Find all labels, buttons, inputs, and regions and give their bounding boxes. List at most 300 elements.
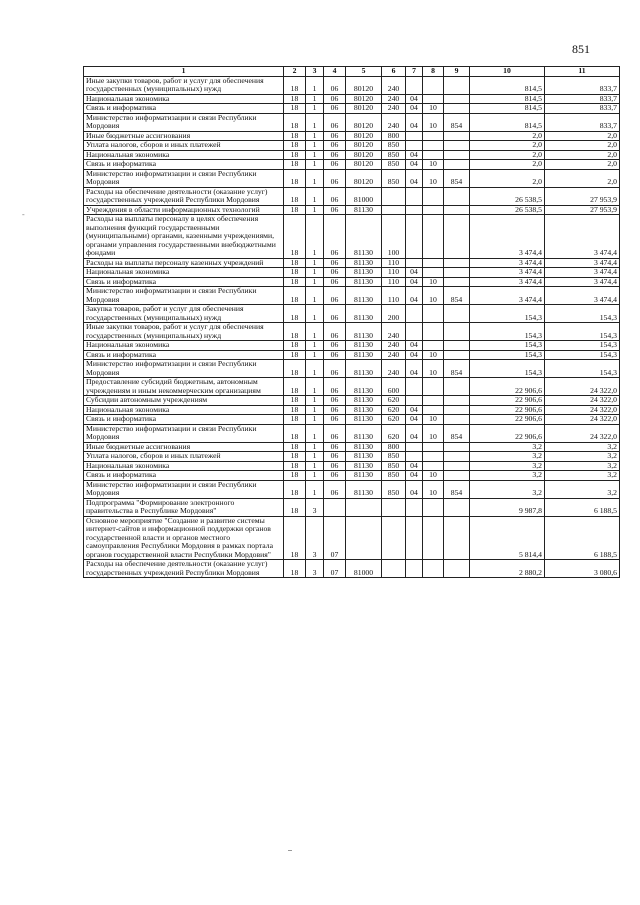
program-code-cell: 1	[306, 131, 324, 141]
target-code-cell: 81130	[346, 350, 382, 360]
header-cell: 6	[382, 67, 406, 77]
amount-year1-cell: 3,2	[470, 452, 545, 462]
section-cell	[406, 205, 423, 215]
amount-year1-cell: 3 474,4	[470, 258, 545, 268]
expense-type-cell: 600	[382, 378, 406, 396]
budget-table	[83, 66, 620, 578]
target-code-cell: 80120	[346, 150, 382, 160]
table-row	[84, 452, 620, 462]
row-name-cell: Национальная экономика	[84, 405, 284, 415]
amount-year2-cell: 24 322,0	[545, 396, 620, 406]
subsection-cell	[423, 560, 444, 578]
amount-year2-cell: 2,0	[545, 160, 620, 170]
dept-code-cell	[444, 341, 470, 351]
amount-year1-cell: 22 906,6	[470, 396, 545, 406]
row-name-cell: Иные бюджетные ассигнования	[84, 131, 284, 141]
ministry-code-cell: 18	[284, 215, 306, 259]
program-code-cell: 1	[306, 424, 324, 442]
target-code-cell	[346, 516, 382, 560]
subsection-cell	[423, 305, 444, 323]
amount-year1-cell: 3 474,4	[470, 215, 545, 259]
amount-year2-cell: 3 474,4	[545, 258, 620, 268]
amount-year1-cell: 2,0	[470, 169, 545, 187]
amount-year2-cell: 3 474,4	[545, 268, 620, 278]
section-cell	[406, 442, 423, 452]
target-code-cell: 81130	[346, 205, 382, 215]
target-code-cell: 81130	[346, 452, 382, 462]
dept-code-cell	[444, 160, 470, 170]
amount-year2-cell: 6 188,5	[545, 498, 620, 516]
row-name-cell: Министерство информатизации и связи Республики Мордовия	[84, 480, 284, 498]
amount-year1-cell: 22 906,6	[470, 405, 545, 415]
subprogram-code-cell: 07	[324, 560, 346, 578]
header-cell: 8	[423, 67, 444, 77]
ministry-code-cell: 18	[284, 424, 306, 442]
amount-year1-cell: 154,3	[470, 350, 545, 360]
amount-year2-cell: 3,2	[545, 461, 620, 471]
expense-type-cell: 240	[382, 94, 406, 104]
row-name-cell: Связь и информатика	[84, 277, 284, 287]
dept-code-cell	[444, 215, 470, 259]
subsection-cell	[423, 187, 444, 205]
amount-year2-cell: 833,7	[545, 76, 620, 94]
amount-year2-cell: 27 953,9	[545, 187, 620, 205]
expense-type-cell: 240	[382, 76, 406, 94]
expense-type-cell: 110	[382, 277, 406, 287]
amount-year2-cell: 3 474,4	[545, 287, 620, 305]
section-cell	[406, 452, 423, 462]
expense-type-cell: 800	[382, 131, 406, 141]
dept-code-cell: 854	[444, 360, 470, 378]
amount-year1-cell: 2,0	[470, 160, 545, 170]
program-code-cell: 1	[306, 94, 324, 104]
ministry-code-cell: 18	[284, 169, 306, 187]
row-name-cell: Связь и информатика	[84, 415, 284, 425]
dept-code-cell	[444, 277, 470, 287]
expense-type-cell: 240	[382, 104, 406, 114]
section-cell	[406, 396, 423, 406]
dept-code-cell	[444, 350, 470, 360]
program-code-cell: 1	[306, 461, 324, 471]
section-cell	[406, 305, 423, 323]
amount-year2-cell: 3 474,4	[545, 277, 620, 287]
dept-code-cell	[444, 141, 470, 151]
amount-year1-cell: 22 906,6	[470, 415, 545, 425]
header-cell: 11	[545, 67, 620, 77]
ministry-code-cell: 18	[284, 350, 306, 360]
subsection-cell: 10	[423, 360, 444, 378]
row-name-cell: Связь и информатика	[84, 350, 284, 360]
ministry-code-cell: 18	[284, 560, 306, 578]
expense-type-cell: 850	[382, 141, 406, 151]
program-code-cell: 1	[306, 442, 324, 452]
amount-year2-cell: 2,0	[545, 169, 620, 187]
amount-year1-cell: 3,2	[470, 461, 545, 471]
ministry-code-cell: 18	[284, 471, 306, 481]
target-code-cell: 80120	[346, 169, 382, 187]
expense-type-cell: 110	[382, 268, 406, 278]
subsection-cell	[423, 215, 444, 259]
amount-year1-cell: 3 474,4	[470, 268, 545, 278]
subprogram-code-cell: 06	[324, 471, 346, 481]
table-row	[84, 160, 620, 170]
header-cell: 4	[324, 67, 346, 77]
target-code-cell: 81130	[346, 305, 382, 323]
dept-code-cell	[444, 396, 470, 406]
ministry-code-cell: 18	[284, 187, 306, 205]
program-code-cell: 3	[306, 560, 324, 578]
dept-code-cell	[444, 442, 470, 452]
ministry-code-cell: 18	[284, 442, 306, 452]
subprogram-code-cell: 06	[324, 141, 346, 151]
row-name-cell: Национальная экономика	[84, 268, 284, 278]
row-name-cell: Субсидии автономным учреждениям	[84, 396, 284, 406]
table-row	[84, 498, 620, 516]
ministry-code-cell: 18	[284, 452, 306, 462]
dept-code-cell	[444, 323, 470, 341]
section-cell: 04	[406, 480, 423, 498]
subprogram-code-cell: 06	[324, 131, 346, 141]
subsection-cell	[423, 498, 444, 516]
program-code-cell: 1	[306, 350, 324, 360]
subsection-cell: 10	[423, 424, 444, 442]
subprogram-code-cell: 06	[324, 277, 346, 287]
target-code-cell: 81130	[346, 215, 382, 259]
amount-year2-cell: 3 080,6	[545, 560, 620, 578]
subprogram-code-cell: 06	[324, 396, 346, 406]
margin-mark: -	[22, 210, 25, 219]
dept-code-cell	[444, 452, 470, 462]
expense-type-cell: 850	[382, 160, 406, 170]
amount-year1-cell: 2,0	[470, 131, 545, 141]
dept-code-cell	[444, 150, 470, 160]
amount-year2-cell: 6 188,5	[545, 516, 620, 560]
subprogram-code-cell: 06	[324, 287, 346, 305]
ministry-code-cell: 18	[284, 76, 306, 94]
amount-year2-cell: 3,2	[545, 480, 620, 498]
subsection-cell	[423, 141, 444, 151]
expense-type-cell: 240	[382, 323, 406, 341]
amount-year1-cell: 3,2	[470, 480, 545, 498]
dept-code-cell	[444, 94, 470, 104]
subsection-cell	[423, 396, 444, 406]
expense-type-cell: 850	[382, 169, 406, 187]
ministry-code-cell: 18	[284, 461, 306, 471]
ministry-code-cell: 18	[284, 104, 306, 114]
target-code-cell: 81000	[346, 187, 382, 205]
target-code-cell: 81130	[346, 360, 382, 378]
amount-year1-cell: 2,0	[470, 150, 545, 160]
subprogram-code-cell: 06	[324, 160, 346, 170]
subprogram-code-cell: 06	[324, 350, 346, 360]
ministry-code-cell: 18	[284, 258, 306, 268]
subprogram-code-cell: 06	[324, 378, 346, 396]
program-code-cell: 1	[306, 305, 324, 323]
row-name-cell: Министерство информатизации и связи Республики Мордовия	[84, 113, 284, 131]
target-code-cell: 80120	[346, 141, 382, 151]
dept-code-cell	[444, 205, 470, 215]
section-cell: 04	[406, 94, 423, 104]
ministry-code-cell: 18	[284, 341, 306, 351]
section-cell: 04	[406, 405, 423, 415]
program-code-cell: 1	[306, 268, 324, 278]
section-cell: 04	[406, 160, 423, 170]
amount-year2-cell: 2,0	[545, 150, 620, 160]
expense-type-cell: 850	[382, 480, 406, 498]
row-name-cell: Основное мероприятие "Создание и развитие системы интернет-сайтов и информационной поддержки органов государственной власти и органов местного самоуправления Республики Мордовия в рамках портала органов государственной власти Республики Мордовия"	[84, 516, 284, 560]
subprogram-code-cell: 06	[324, 215, 346, 259]
table-row	[84, 76, 620, 94]
table-body	[84, 76, 620, 578]
section-cell	[406, 76, 423, 94]
subprogram-code-cell: 06	[324, 341, 346, 351]
subsection-cell: 10	[423, 160, 444, 170]
amount-year2-cell: 3,2	[545, 452, 620, 462]
ministry-code-cell: 18	[284, 94, 306, 104]
ministry-code-cell: 18	[284, 277, 306, 287]
expense-type-cell: 850	[382, 150, 406, 160]
ministry-code-cell: 18	[284, 205, 306, 215]
program-code-cell: 1	[306, 480, 324, 498]
dept-code-cell: 854	[444, 169, 470, 187]
amount-year2-cell: 24 322,0	[545, 424, 620, 442]
expense-type-cell: 800	[382, 442, 406, 452]
expense-type-cell: 240	[382, 113, 406, 131]
table-row	[84, 516, 620, 560]
ministry-code-cell: 18	[284, 160, 306, 170]
subprogram-code-cell: 06	[324, 415, 346, 425]
subsection-cell	[423, 442, 444, 452]
program-code-cell: 1	[306, 187, 324, 205]
subprogram-code-cell: 06	[324, 424, 346, 442]
ministry-code-cell: 18	[284, 405, 306, 415]
amount-year1-cell: 814,5	[470, 113, 545, 131]
subsection-cell	[423, 516, 444, 560]
target-code-cell: 81130	[346, 323, 382, 341]
program-code-cell: 1	[306, 215, 324, 259]
subprogram-code-cell: 06	[324, 94, 346, 104]
subsection-cell	[423, 268, 444, 278]
row-name-cell: Иные закупки товаров, работ и услуг для обеспечения государственных (муниципальных) нужд	[84, 76, 284, 94]
target-code-cell: 81130	[346, 405, 382, 415]
subsection-cell: 10	[423, 287, 444, 305]
program-code-cell: 1	[306, 471, 324, 481]
row-name-cell: Уплата налогов, сборов и иных платежей	[84, 141, 284, 151]
subprogram-code-cell: 06	[324, 461, 346, 471]
dept-code-cell	[444, 405, 470, 415]
subsection-cell	[423, 323, 444, 341]
amount-year1-cell: 154,3	[470, 305, 545, 323]
amount-year2-cell: 154,3	[545, 350, 620, 360]
program-code-cell: 1	[306, 378, 324, 396]
table-row	[84, 360, 620, 378]
section-cell: 04	[406, 277, 423, 287]
dept-code-cell	[444, 187, 470, 205]
subsection-cell: 10	[423, 169, 444, 187]
expense-type-cell	[382, 560, 406, 578]
section-cell: 04	[406, 350, 423, 360]
table-row	[84, 305, 620, 323]
row-name-cell: Министерство информатизации и связи Республики Мордовия	[84, 169, 284, 187]
subprogram-code-cell: 06	[324, 104, 346, 114]
table-row	[84, 480, 620, 498]
header-cell: 7	[406, 67, 423, 77]
subprogram-code-cell: 06	[324, 205, 346, 215]
target-code-cell: 81000	[346, 560, 382, 578]
table-row	[84, 396, 620, 406]
section-cell: 04	[406, 424, 423, 442]
header-cell: 1	[84, 67, 284, 77]
table-row	[84, 287, 620, 305]
subsection-cell: 10	[423, 350, 444, 360]
amount-year1-cell: 154,3	[470, 323, 545, 341]
table-row	[84, 187, 620, 205]
subprogram-code-cell	[324, 498, 346, 516]
amount-year1-cell: 154,3	[470, 360, 545, 378]
section-cell: 04	[406, 268, 423, 278]
expense-type-cell: 850	[382, 452, 406, 462]
target-code-cell: 80120	[346, 113, 382, 131]
ministry-code-cell: 18	[284, 480, 306, 498]
amount-year1-cell: 154,3	[470, 341, 545, 351]
target-code-cell: 81130	[346, 341, 382, 351]
dept-code-cell	[444, 268, 470, 278]
table-row	[84, 169, 620, 187]
target-code-cell: 80120	[346, 131, 382, 141]
row-name-cell: Предоставление субсидий бюджетным, автономным учреждениям и иным некоммерческим организациям	[84, 378, 284, 396]
section-cell: 04	[406, 287, 423, 305]
row-name-cell: Национальная экономика	[84, 150, 284, 160]
program-code-cell: 1	[306, 277, 324, 287]
amount-year2-cell: 3 474,4	[545, 215, 620, 259]
target-code-cell: 81130	[346, 424, 382, 442]
subprogram-code-cell: 06	[324, 323, 346, 341]
row-name-cell: Национальная экономика	[84, 461, 284, 471]
amount-year2-cell: 3,2	[545, 471, 620, 481]
program-code-cell: 1	[306, 323, 324, 341]
program-code-cell: 1	[306, 341, 324, 351]
amount-year1-cell: 3 474,4	[470, 277, 545, 287]
program-code-cell: 1	[306, 396, 324, 406]
amount-year1-cell: 22 906,6	[470, 378, 545, 396]
row-name-cell: Учреждения в области информационных технологий	[84, 205, 284, 215]
row-name-cell: Расходы на выплаты персоналу в целях обеспечения выполнения функций государственными (муниципальными) органами, казенными учреждениями, органами управления государственными внебюджетными фондами	[84, 215, 284, 259]
target-code-cell: 81130	[346, 268, 382, 278]
dept-code-cell	[444, 461, 470, 471]
target-code-cell: 81130	[346, 480, 382, 498]
subprogram-code-cell: 06	[324, 305, 346, 323]
expense-type-cell: 240	[382, 350, 406, 360]
table-row	[84, 471, 620, 481]
subsection-cell	[423, 452, 444, 462]
table-row	[84, 378, 620, 396]
target-code-cell	[346, 498, 382, 516]
expense-type-cell	[382, 498, 406, 516]
program-code-cell: 1	[306, 141, 324, 151]
ministry-code-cell: 18	[284, 396, 306, 406]
section-cell	[406, 215, 423, 259]
section-cell	[406, 141, 423, 151]
dept-code-cell	[444, 378, 470, 396]
table-header-row	[84, 67, 620, 77]
program-code-cell: 1	[306, 258, 324, 268]
row-name-cell: Иные закупки товаров, работ и услуг для обеспечения государственных (муниципальных) нужд	[84, 323, 284, 341]
program-code-cell: 1	[306, 104, 324, 114]
program-code-cell: 1	[306, 205, 324, 215]
dept-code-cell	[444, 415, 470, 425]
subsection-cell: 10	[423, 415, 444, 425]
dept-code-cell	[444, 104, 470, 114]
expense-type-cell: 850	[382, 471, 406, 481]
ministry-code-cell: 18	[284, 415, 306, 425]
dept-code-cell	[444, 516, 470, 560]
dept-code-cell: 854	[444, 424, 470, 442]
program-code-cell: 1	[306, 76, 324, 94]
expense-type-cell: 100	[382, 215, 406, 259]
amount-year2-cell: 3,2	[545, 442, 620, 452]
amount-year2-cell: 2,0	[545, 141, 620, 151]
subsection-cell	[423, 378, 444, 396]
amount-year2-cell: 24 322,0	[545, 415, 620, 425]
section-cell: 04	[406, 169, 423, 187]
section-cell	[406, 323, 423, 341]
expense-type-cell: 110	[382, 287, 406, 305]
section-cell	[406, 516, 423, 560]
amount-year1-cell: 26 538,5	[470, 187, 545, 205]
expense-type-cell: 200	[382, 305, 406, 323]
row-name-cell: Расходы на обеспечение деятельности (оказание услуг) государственных учреждений Республики Мордовия	[84, 560, 284, 578]
amount-year1-cell: 814,5	[470, 76, 545, 94]
section-cell: 04	[406, 360, 423, 378]
amount-year2-cell: 154,3	[545, 360, 620, 378]
row-name-cell: Иные бюджетные ассигнования	[84, 442, 284, 452]
row-name-cell: Закупка товаров, работ и услуг для обеспечения государственных (муниципальных) нужд	[84, 305, 284, 323]
section-cell	[406, 498, 423, 516]
subsection-cell	[423, 205, 444, 215]
section-cell: 04	[406, 415, 423, 425]
amount-year1-cell: 3,2	[470, 442, 545, 452]
dept-code-cell	[444, 305, 470, 323]
row-name-cell: Расходы на обеспечение деятельности (оказание услуг) государственных учреждений Республики Мордовия	[84, 187, 284, 205]
table-row	[84, 560, 620, 578]
program-code-cell: 1	[306, 415, 324, 425]
dept-code-cell	[444, 131, 470, 141]
dept-code-cell	[444, 498, 470, 516]
subprogram-code-cell: 06	[324, 150, 346, 160]
subsection-cell	[423, 131, 444, 141]
target-code-cell: 81130	[346, 396, 382, 406]
section-cell	[406, 378, 423, 396]
subsection-cell: 10	[423, 471, 444, 481]
expense-type-cell	[382, 205, 406, 215]
amount-year2-cell: 154,3	[545, 305, 620, 323]
subsection-cell	[423, 258, 444, 268]
table-row	[84, 268, 620, 278]
expense-type-cell: 620	[382, 424, 406, 442]
subprogram-code-cell: 06	[324, 187, 346, 205]
expense-type-cell	[382, 516, 406, 560]
program-code-cell: 1	[306, 160, 324, 170]
amount-year1-cell: 3,2	[470, 471, 545, 481]
target-code-cell: 81130	[346, 471, 382, 481]
expense-type-cell: 110	[382, 258, 406, 268]
ministry-code-cell: 18	[284, 305, 306, 323]
expense-type-cell: 620	[382, 396, 406, 406]
subprogram-code-cell: 06	[324, 169, 346, 187]
section-cell	[406, 131, 423, 141]
section-cell: 04	[406, 104, 423, 114]
dept-code-cell: 854	[444, 287, 470, 305]
